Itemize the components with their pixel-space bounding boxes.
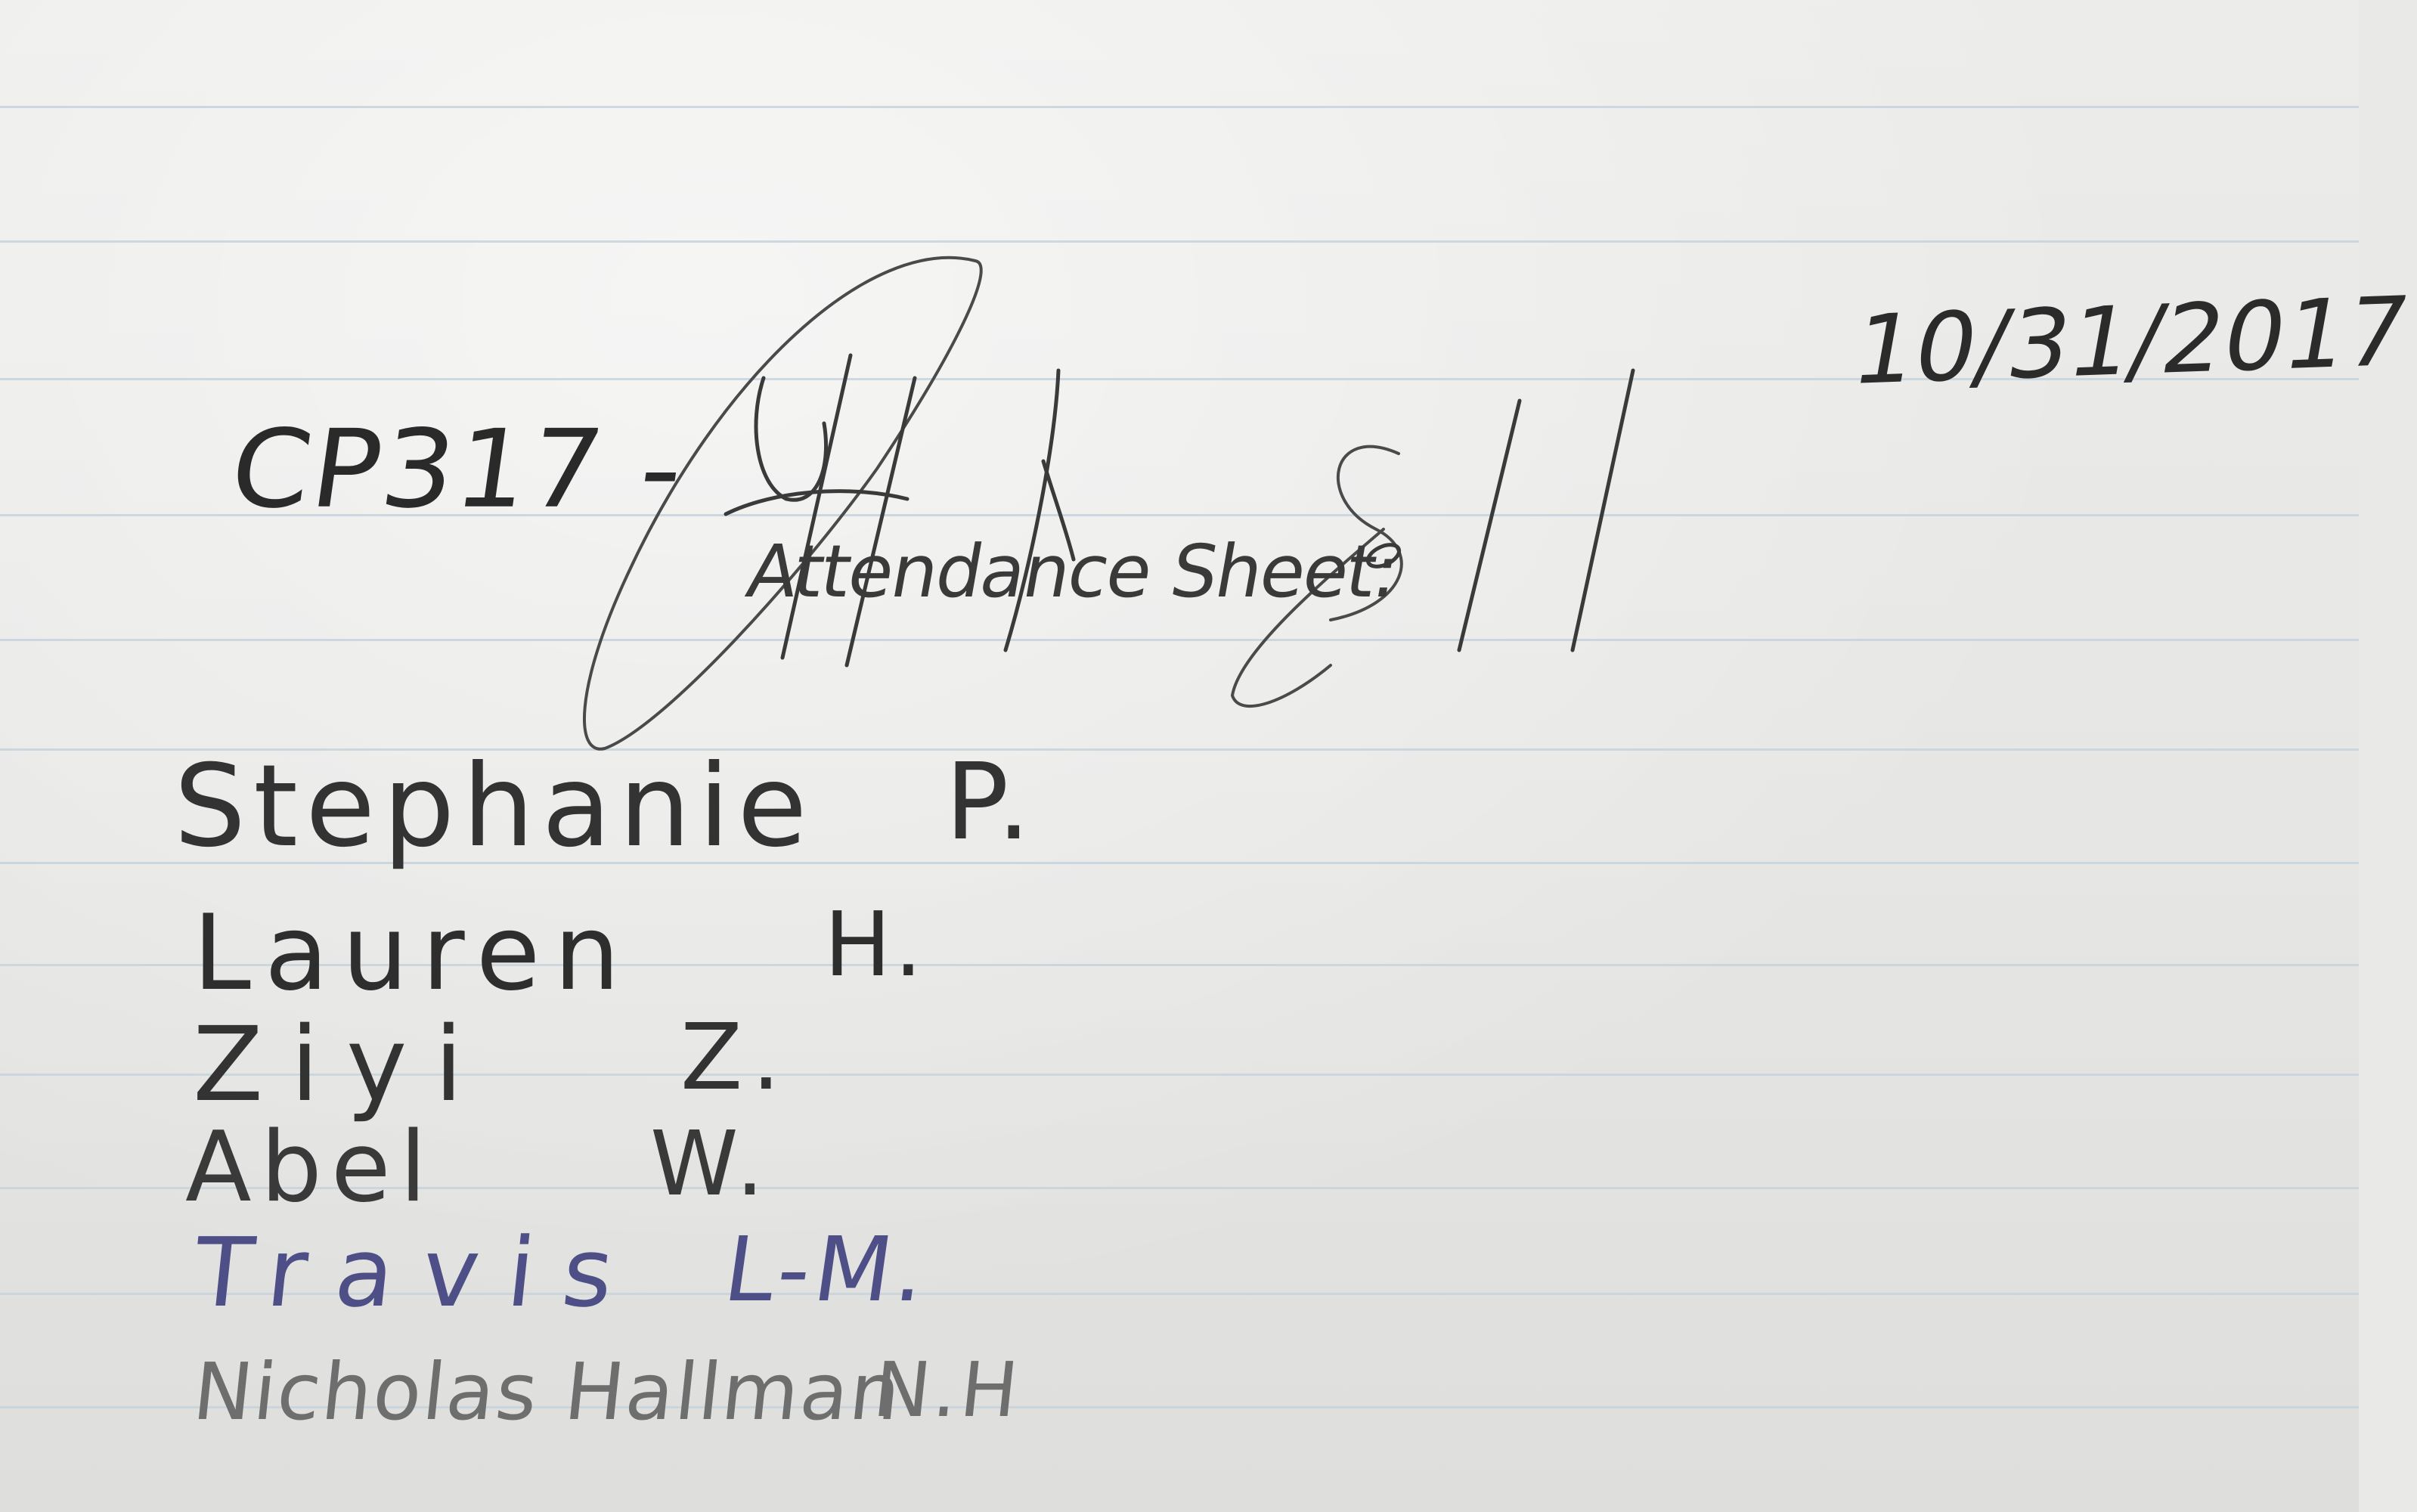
- attendee-initial: N.H: [869, 1346, 1026, 1434]
- list-item: [0, 1111, 1210, 1225]
- list-item: [0, 741, 1210, 872]
- ruled-line: [0, 639, 2359, 641]
- list-item: [0, 1346, 1210, 1459]
- attendee-initial: W.: [650, 1111, 772, 1216]
- ruled-line: [0, 106, 2359, 108]
- attendee-first-name: Abel: [185, 1111, 436, 1224]
- attendee-initial: L-M.: [718, 1217, 937, 1321]
- ruled-line: [0, 240, 2359, 243]
- course-code: CP317 -: [223, 407, 693, 532]
- attendee-initial: P.: [945, 741, 1036, 864]
- attendee-first-name: Ziyi: [193, 1005, 491, 1125]
- sheet-title: Attendance Sheet:: [741, 529, 1405, 614]
- attendee-first-name: Stephanie: [174, 741, 815, 872]
- list-item: [0, 892, 1210, 1014]
- sheet-date: 10/31/2017: [1845, 275, 2417, 406]
- attendee-first-name: Nicholas Hallman: [189, 1346, 906, 1438]
- attendee-first-name: Travis: [189, 1217, 648, 1328]
- attendee-initial: H.: [824, 892, 928, 996]
- attendee-first-name: Lauren: [193, 892, 634, 1014]
- attendee-initial: Z.: [680, 1005, 790, 1111]
- list-item: [0, 1217, 1210, 1331]
- list-item: [0, 1005, 1210, 1125]
